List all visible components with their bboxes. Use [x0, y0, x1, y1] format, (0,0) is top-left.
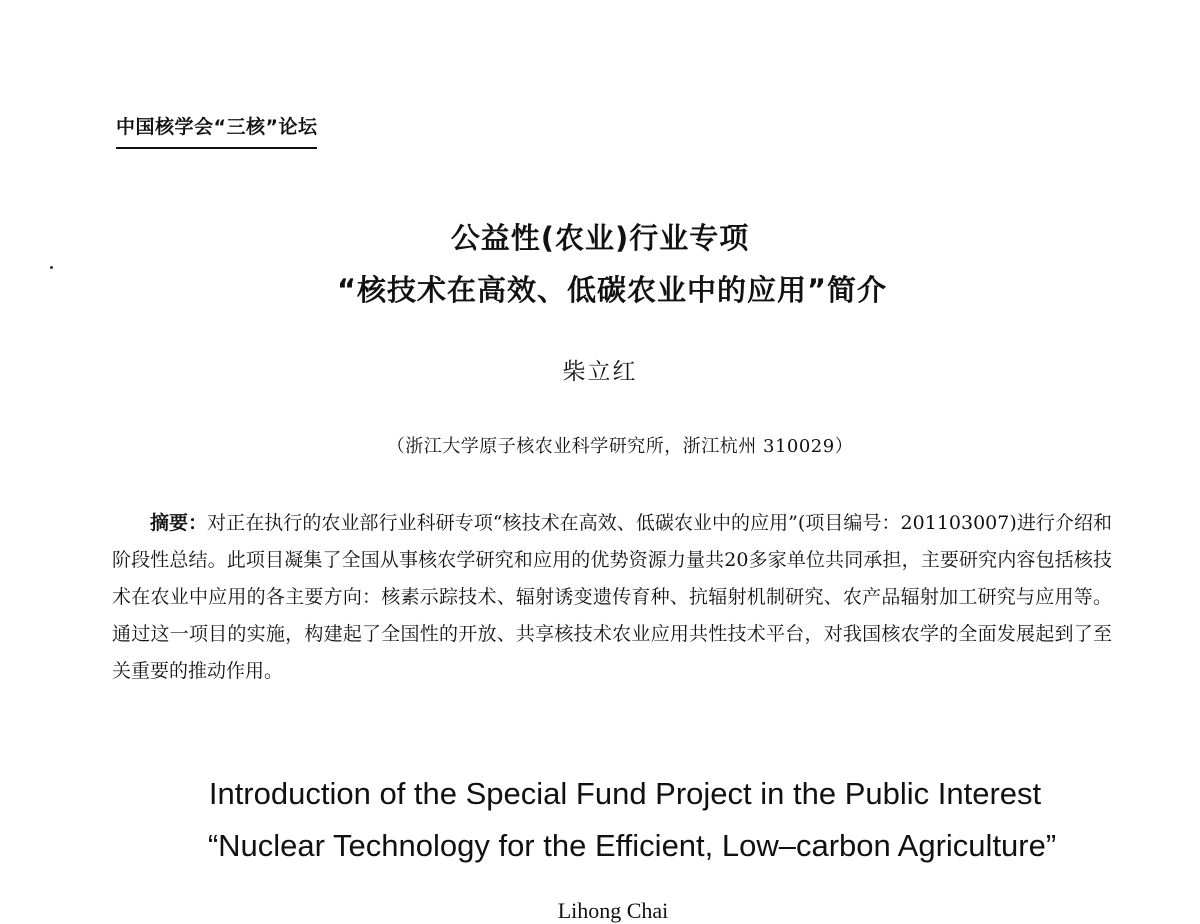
title-en-line2: “Nuclear Technology for the Efficient, Low–carbon Agriculture” — [207, 828, 1057, 863]
author-cn: 柴立红 — [562, 359, 638, 385]
author-en: Lihong Chai — [557, 898, 669, 923]
abstract-label: 摘要： — [150, 512, 208, 534]
title-cn-line1: 公益性(农业)行业专项 — [450, 221, 750, 255]
title-cn-line2: “核技术在高效、低碳农业中的应用”简介 — [336, 273, 888, 307]
abstract-text: 对正在执行的农业部行业科研专项“核技术在高效、低碳农业中的应用”(项目编号：201103007)进行介绍和阶段性总结。此项目凝集了全国从事核农学研究和应用的优势资源力量共20多家单位共同承担，主要研究内容包括核技术在农业中应用的各主要方向：核素示踪技术、辐射诱变遗传育种、抗辐射机制研究、农产品辐射加工研究与应用等。通过这一项目的实施，构建起了全国性的开放、共享核技术农业应用共性技术平台，对我国核农学的全面发展起到了至关重要的推动作用。 — [112, 512, 1112, 682]
title-en-line1: Introduction of the Special Fund Project in the Public Interest — [208, 776, 1042, 811]
series-header: 中国核学会“三核”论坛 — [116, 112, 317, 149]
affiliation-cn: （浙江大学原子核农业科学研究所，浙江杭州 310029） — [386, 436, 854, 457]
abstract-cn — [112, 505, 1112, 690]
